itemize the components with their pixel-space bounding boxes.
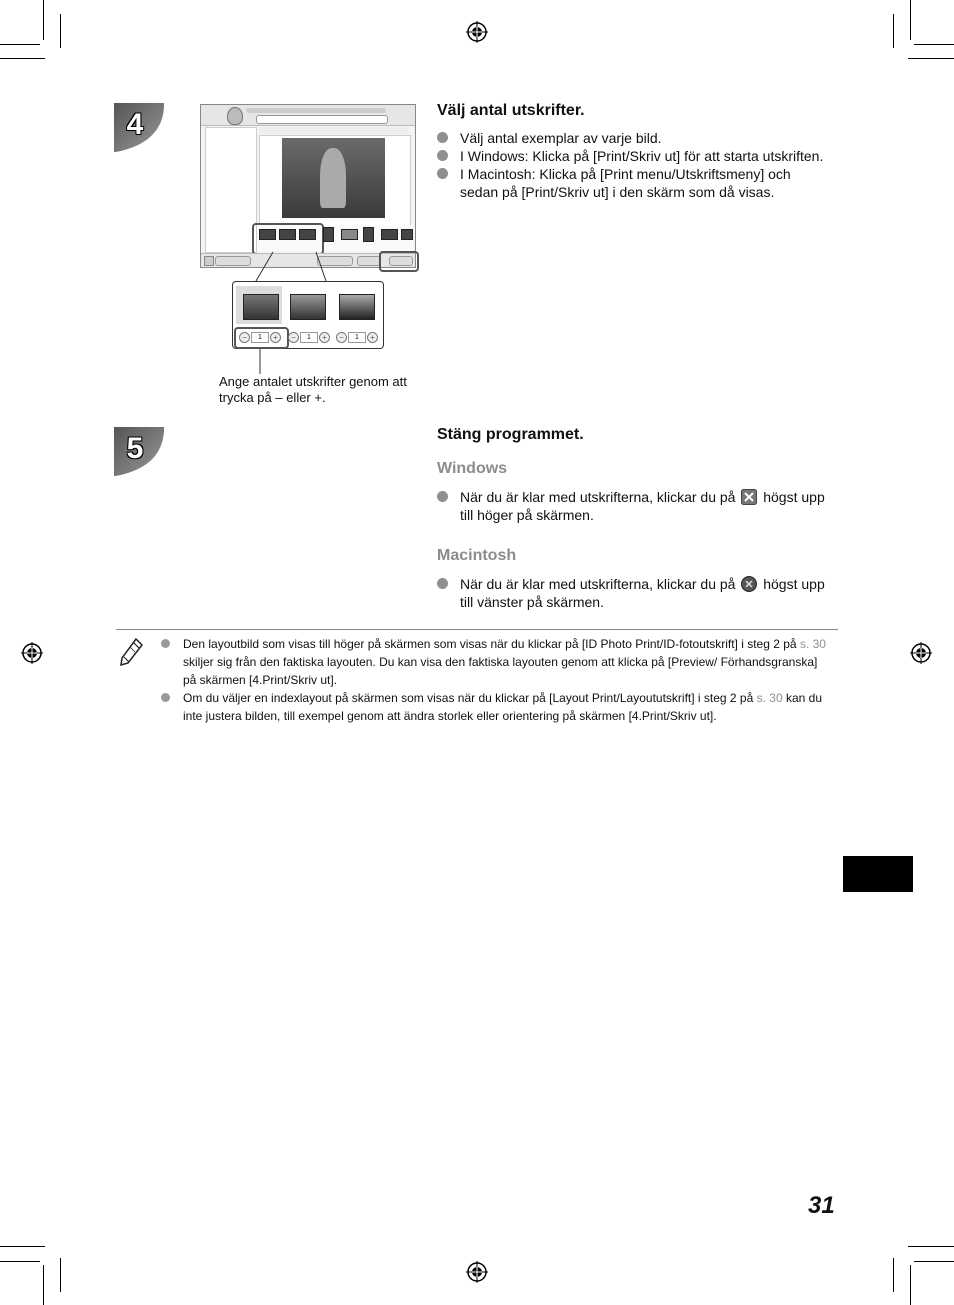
page-number: 31 bbox=[808, 1192, 835, 1219]
software-screenshot bbox=[200, 104, 416, 268]
registration-mark-left bbox=[21, 642, 43, 664]
bullet-dot bbox=[437, 578, 448, 589]
exit-button[interactable] bbox=[357, 256, 381, 266]
note-text: skiljer sig från den faktiska layouten. Du kan visa den faktiska layouten genom att klicka på [Preview/ Förhandsgranska] på skärmen [4.Print/Skriv ut]. bbox=[183, 655, 818, 687]
photo-subject bbox=[320, 148, 346, 208]
bullet-dot bbox=[437, 150, 448, 161]
copies-value[interactable]: 1 bbox=[300, 332, 318, 343]
plus-button[interactable]: + bbox=[270, 332, 281, 343]
macintosh-bullets bbox=[437, 575, 832, 611]
step-5-title: Stäng programmet. bbox=[437, 426, 584, 443]
left-panel bbox=[205, 127, 257, 253]
print-button-highlight bbox=[379, 251, 419, 272]
instruction-box bbox=[256, 115, 388, 124]
bullet-item bbox=[437, 165, 832, 201]
windows-close-icon bbox=[741, 489, 757, 505]
bullet-item bbox=[437, 575, 832, 611]
copies-stepper-2[interactable] bbox=[288, 332, 330, 343]
notes-list bbox=[161, 635, 826, 725]
minus-button[interactable]: − bbox=[239, 332, 250, 343]
thumb-5[interactable] bbox=[341, 229, 358, 240]
windows-heading: Windows bbox=[437, 460, 508, 477]
zoomed-thumbnail-panel bbox=[232, 281, 384, 349]
step-4-badge bbox=[114, 103, 164, 153]
copies-stepper-1[interactable] bbox=[239, 332, 281, 343]
zoom-thumb-3[interactable] bbox=[339, 294, 375, 320]
bullet-dot bbox=[161, 693, 170, 702]
thumb-6[interactable] bbox=[363, 227, 374, 242]
preview-photo bbox=[282, 138, 385, 218]
help-button[interactable] bbox=[204, 256, 214, 266]
bullet-text-before: När du är klar med utskrifterna, klickar du på bbox=[460, 576, 736, 592]
note-item bbox=[161, 635, 826, 689]
bullet-text-before: När du är klar med utskrifterna, klickar du på bbox=[460, 489, 736, 505]
bullet-text-after: högst upp till vänster på skärmen. bbox=[460, 576, 825, 610]
registration-mark-top bbox=[466, 21, 488, 43]
step-tabs bbox=[246, 108, 386, 113]
pencil-icon bbox=[118, 637, 144, 667]
step-number: 5 bbox=[126, 432, 144, 465]
bullet-item bbox=[437, 488, 832, 524]
zoom-thumb-1[interactable] bbox=[243, 294, 279, 320]
bullet-dot bbox=[437, 168, 448, 179]
copies-stepper-3[interactable] bbox=[336, 332, 378, 343]
note-text: Den layoutbild som visas till höger på skärmen som visas när du klickar på [ID Photo Print/ID-fotoutskrift] i steg 2 på bbox=[183, 637, 800, 651]
note-text: kan du inte justera bilden, till exempel genom att ändra storlek eller orientering på skärmen [4.Print/Skriv ut]. bbox=[183, 691, 822, 723]
step-number: 4 bbox=[126, 108, 144, 141]
plus-button[interactable]: + bbox=[367, 332, 378, 343]
page-reference-link[interactable]: s. 30 bbox=[756, 691, 783, 705]
bullet-text: I Macintosh: Klicka på [Print menu/Utskriftsmeny] och sedan på [Print/Skriv ut] i den skärm som då visas. bbox=[460, 166, 791, 200]
page-reference-link[interactable]: s. 30 bbox=[799, 637, 826, 651]
thumb-1[interactable] bbox=[259, 229, 276, 240]
bullet-item bbox=[437, 147, 832, 165]
step-4-bullets bbox=[437, 129, 832, 201]
windows-bullets bbox=[437, 488, 832, 524]
note-text: Om du väljer en indexlayout på skärmen som visas när du klickar på [Layout Print/Layoututskrift] i steg 2 på bbox=[183, 691, 757, 705]
bullet-item bbox=[437, 129, 832, 147]
bullet-text-after: högst upp till höger på skärmen. bbox=[460, 489, 825, 523]
copies-value[interactable]: 1 bbox=[348, 332, 366, 343]
bullet-dot bbox=[437, 491, 448, 502]
thumb-2[interactable] bbox=[279, 229, 296, 240]
zoom-thumb-2[interactable] bbox=[290, 294, 326, 320]
bullet-dot bbox=[437, 132, 448, 143]
section-tab bbox=[843, 856, 913, 892]
bullet-text: I Windows: Klicka på [Print/Skriv ut] för att starta utskriften. bbox=[460, 148, 824, 164]
mac-close-icon bbox=[741, 576, 757, 592]
minus-button[interactable]: − bbox=[288, 332, 299, 343]
thumb-4[interactable] bbox=[323, 227, 334, 242]
registration-mark-right bbox=[910, 642, 932, 664]
note-item bbox=[161, 689, 826, 725]
toolbar bbox=[259, 127, 409, 134]
bullet-dot bbox=[161, 639, 170, 648]
minus-button[interactable]: − bbox=[336, 332, 347, 343]
assistant-avatar bbox=[227, 107, 243, 125]
thumb-3[interactable] bbox=[299, 229, 316, 240]
step-4-title: Välj antal utskrifter. bbox=[437, 102, 585, 119]
plus-button[interactable]: + bbox=[319, 332, 330, 343]
thumb-8[interactable] bbox=[401, 229, 413, 240]
screenshot-caption: Ange antalet utskrifter genom att trycka på – eller +. bbox=[219, 374, 407, 405]
thumb-7[interactable] bbox=[381, 229, 398, 240]
registration-mark-bottom bbox=[466, 1261, 488, 1283]
bullet-text: Välj antal exemplar av varje bild. bbox=[460, 130, 662, 146]
notes-divider bbox=[116, 629, 838, 630]
step-5-badge bbox=[114, 427, 164, 477]
copies-value[interactable]: 1 bbox=[251, 332, 269, 343]
macintosh-heading: Macintosh bbox=[437, 547, 517, 564]
